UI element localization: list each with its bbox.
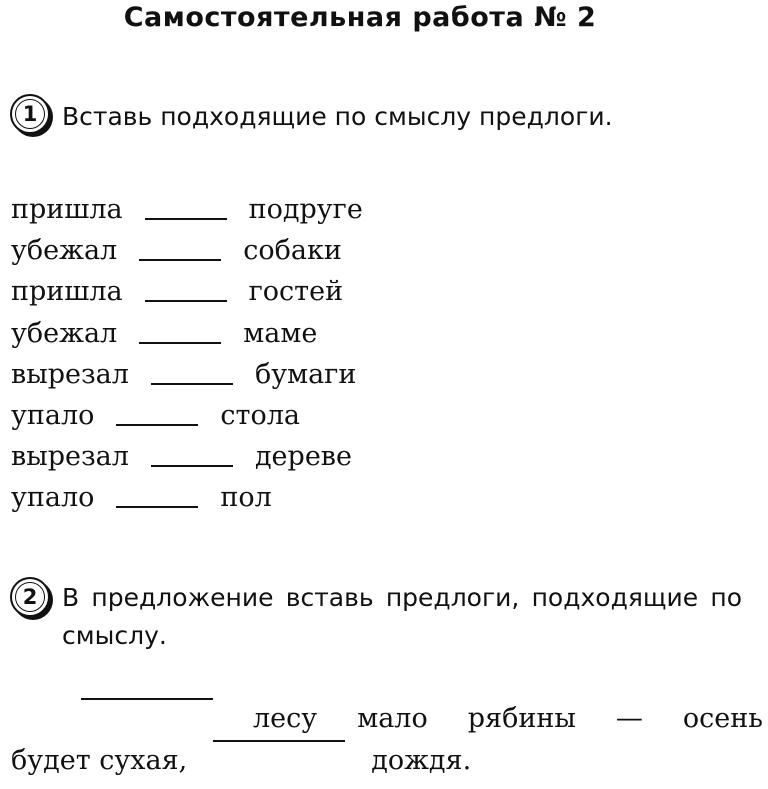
phrase-row — [11, 189, 363, 230]
word-after: маме — [243, 317, 318, 349]
word-after: собаки — [243, 235, 342, 267]
answer-blank — [116, 506, 198, 508]
phrase-row — [11, 354, 363, 395]
answer-blank — [139, 342, 221, 344]
word-after: пол — [220, 482, 272, 514]
sentence-line-2 — [11, 740, 763, 782]
word-before: упало — [11, 482, 95, 514]
task-number: 1 — [22, 102, 38, 126]
word-before: пришла — [11, 276, 123, 308]
sentence-dash: — — [615, 703, 643, 734]
sentence-word: лесу — [253, 703, 318, 734]
answer-blank — [116, 424, 198, 426]
page-title: Самостоятельная работа № 2 — [123, 2, 597, 33]
answer-blank — [145, 300, 227, 302]
sentence-start: будет сухая, — [11, 745, 188, 776]
word-before: вырезал — [11, 441, 129, 473]
word-before: пришла — [11, 194, 123, 225]
sentence-word: осень — [682, 703, 763, 734]
answer-blank — [213, 740, 345, 742]
sentence-end: дождя. — [371, 745, 472, 776]
word-after: стола — [220, 399, 300, 431]
task-2-header — [10, 577, 758, 655]
word-after: дереве — [254, 441, 352, 473]
word-before: вырезал — [11, 358, 129, 390]
task-1-header — [10, 94, 613, 136]
phrase-row — [11, 271, 363, 312]
sentence-word: мало — [357, 703, 428, 734]
task-1-instruction: Вставь подходящие по смыслу предлоги. — [62, 102, 613, 131]
phrase-row — [11, 395, 363, 436]
answer-blank — [151, 465, 233, 467]
sentence-word: рябины — [467, 703, 576, 734]
sentence-line-1 — [11, 698, 763, 740]
phrase-row — [11, 313, 363, 354]
word-after: подруге — [248, 194, 363, 225]
task-number-badge — [10, 577, 50, 617]
answer-blank — [145, 218, 227, 220]
phrase-row — [11, 436, 363, 477]
answer-blank — [151, 383, 233, 385]
task-2-instruction: В предложение вставь предлоги, подходящие по смыслу. — [62, 583, 742, 650]
word-after: бумаги — [254, 358, 357, 390]
phrase-row — [11, 230, 363, 271]
phrase-row — [11, 477, 363, 518]
task-number-badge — [10, 94, 50, 134]
answer-blank — [81, 698, 213, 700]
word-before: убежал — [11, 235, 118, 267]
answer-blank — [139, 259, 221, 261]
task-number: 2 — [22, 585, 38, 609]
word-before: убежал — [11, 317, 118, 349]
word-after: гостей — [248, 276, 344, 308]
fill-in-sentence — [11, 698, 763, 782]
word-before: упало — [11, 399, 95, 431]
phrase-list — [11, 189, 363, 519]
